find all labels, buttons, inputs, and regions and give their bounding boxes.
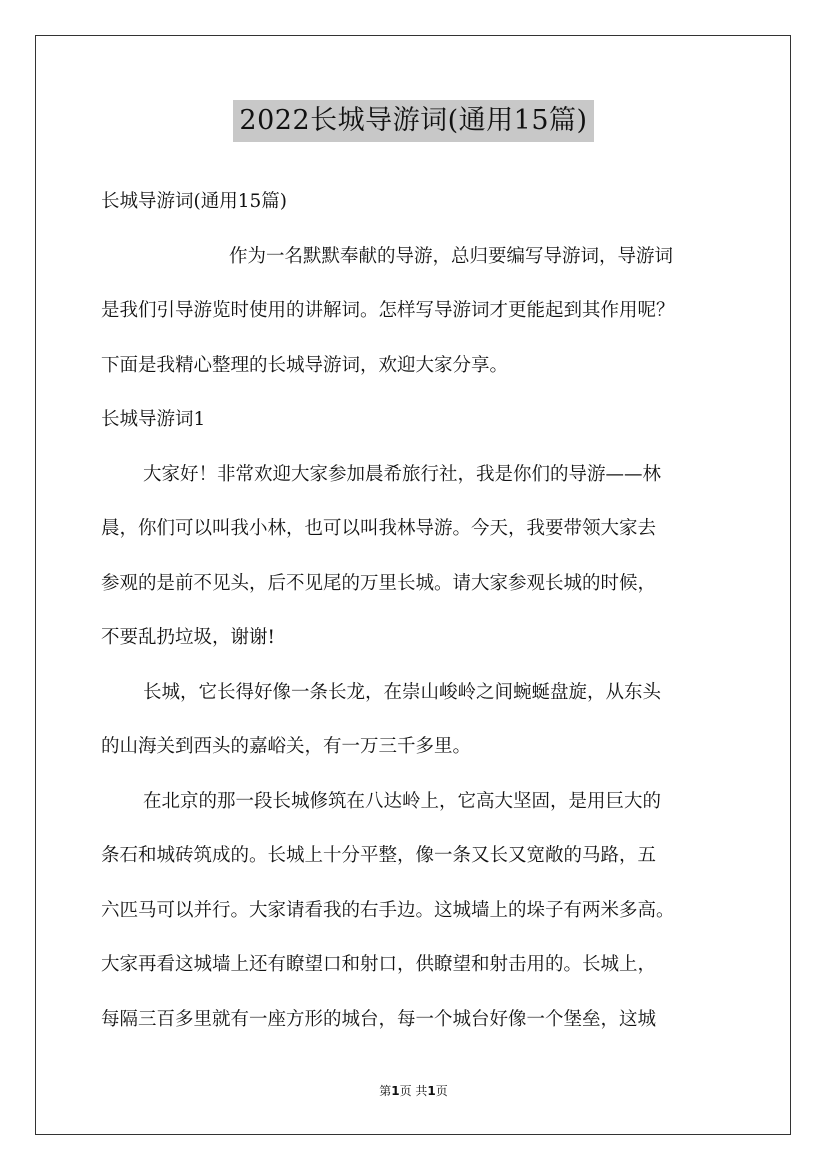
document-title (0, 100, 827, 142)
page-label-suffix: 页 (435, 1084, 448, 1098)
subtitle-line: 长城导游词(通用15篇) (101, 191, 287, 212)
paragraph-line: 长城，它长得好像一条长龙，在崇山峻岭之间蜿蜒盘旋，从东头 (143, 681, 662, 703)
paragraph-line: 作为一名默默奉献的导游，总归要编写导游词，导游词 (229, 245, 674, 267)
page-current-number: 1 (391, 1084, 400, 1098)
section-heading: 长城导游词1 (101, 409, 206, 430)
paragraph-line: 下面是我精心整理的长城导游词，欢迎大家分享。 (101, 354, 509, 376)
page-label-prefix: 第 (379, 1084, 392, 1098)
page-footer (0, 1082, 827, 1099)
paragraph-line: 是我们引导游览时使用的讲解词。怎样写导游词才更能起到其作用呢？ (101, 300, 675, 321)
paragraph-line: 的山海关到西头的嘉峪关，有一万三千多里。 (101, 736, 472, 757)
page-label-mid: 页 共 (399, 1084, 428, 1098)
document-body (101, 175, 725, 1047)
paragraph-line: 不要乱扔垃圾，谢谢! (101, 627, 275, 648)
paragraph-line: 大家好！非常欢迎大家参加晨希旅行社，我是你们的导游——林 (143, 463, 662, 485)
paragraph-line: 参观的是前不见头，后不见尾的万里长城。请大家参观长城的时候， (101, 572, 657, 594)
paragraph-line: 大家再看这城墙上还有瞭望口和射口，供瞭望和射击用的。长城上， (101, 954, 657, 975)
paragraph-line: 六匹马可以并行。大家请看我的右手边。这城墙上的垛子有两米多高。 (101, 899, 675, 921)
page-total-number: 1 (427, 1084, 436, 1098)
paragraph-line: 晨，你们可以叫我小林，也可以叫我林导游。今天，我要带领大家去 (101, 518, 657, 539)
paragraph-line: 每隔三百多里就有一座方形的城台，每一个城台好像一个堡垒，这城 (101, 1008, 657, 1030)
document-title-text: 2022长城导游词(通用15篇) (233, 100, 593, 142)
paragraph-line: 条石和城砖筑成的。长城上十分平整，像一条又长又宽敞的马路，五 (101, 845, 657, 866)
paragraph-line: 在北京的那一段长城修筑在八达岭上，它高大坚固，是用巨大的 (143, 790, 662, 812)
